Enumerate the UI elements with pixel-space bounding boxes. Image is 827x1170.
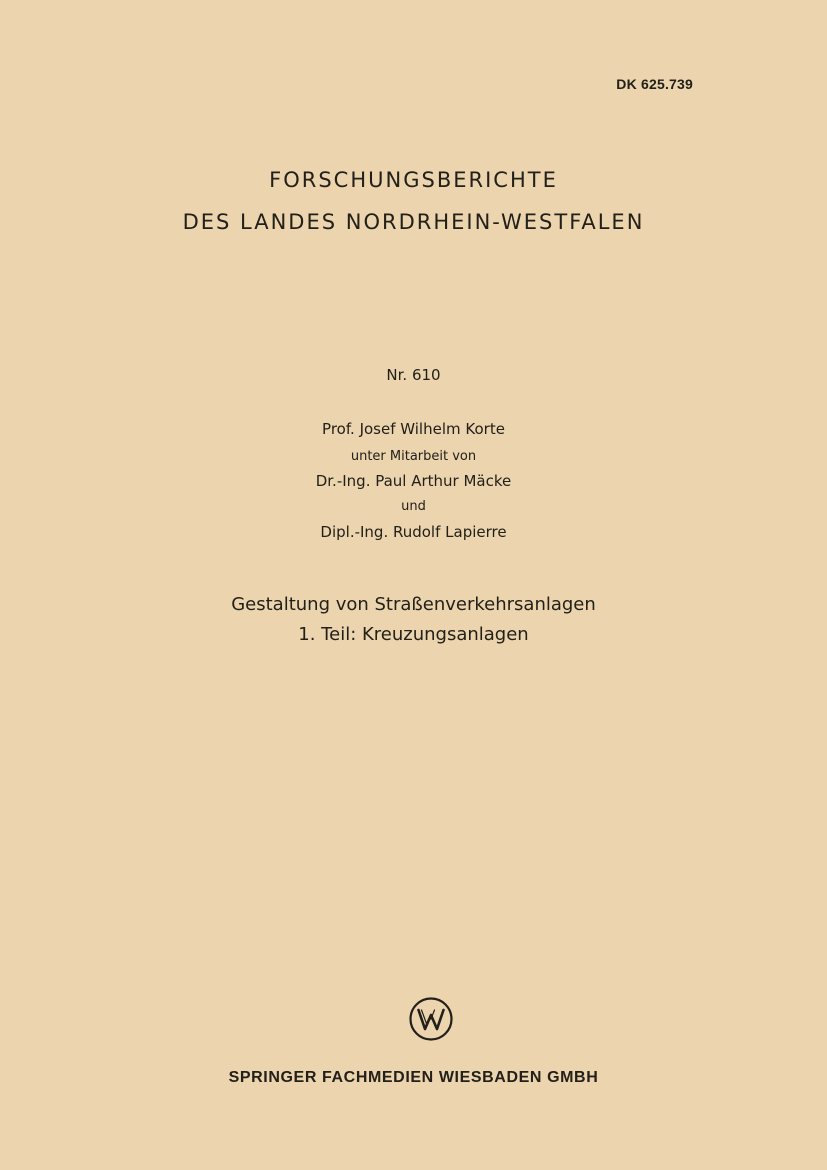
- series-title-line-1: FORSCHUNGSBERICHTE: [269, 168, 558, 192]
- book-title-line-2: 1. Teil: Kreuzungsanlagen: [298, 624, 529, 645]
- publisher-logo-icon: [408, 996, 454, 1042]
- coauthor-2: Dipl.-Ing. Rudolf Lapierre: [320, 523, 507, 541]
- collaboration-note: unter Mitarbeit von: [350, 449, 477, 464]
- author-conjunction: und: [401, 499, 426, 514]
- classification-number: DK 625.739: [616, 76, 693, 92]
- volume-number: Nr. 610: [386, 366, 441, 384]
- coauthor-1: Dr.-Ing. Paul Arthur Mäcke: [315, 472, 512, 490]
- series-title-line-2: DES LANDES NORDRHEIN-WESTFALEN: [182, 210, 645, 234]
- main-author: Prof. Josef Wilhelm Korte: [322, 420, 505, 438]
- publisher-name: SPRINGER FACHMEDIEN WIESBADEN GMBH: [228, 1069, 599, 1086]
- book-title-line-1: Gestaltung von Straßenverkehrsanlagen: [231, 594, 596, 615]
